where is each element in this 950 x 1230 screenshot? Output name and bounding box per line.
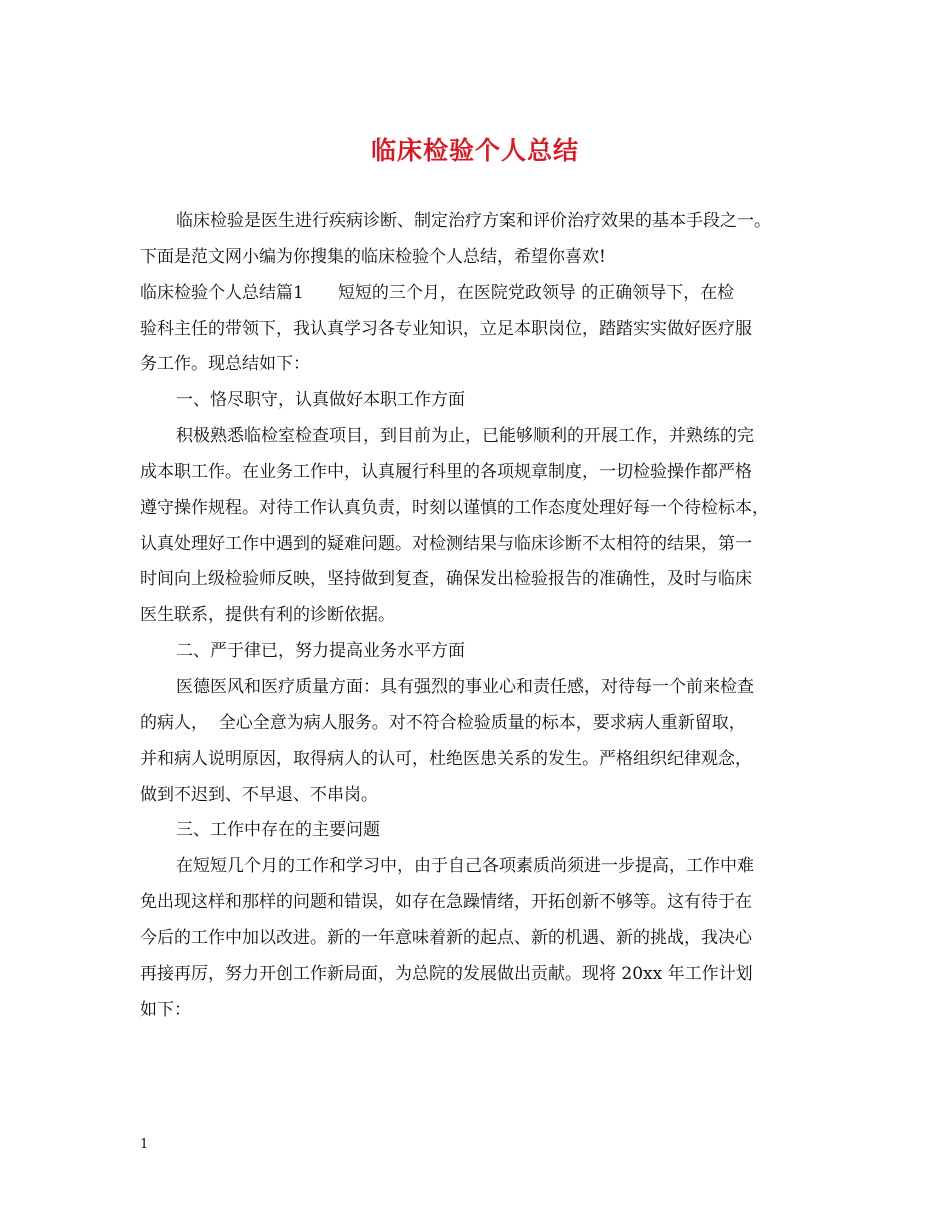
body-line: 认真处理好工作中遇到的疑难问题。对检测结果与临床诊断不太相符的结果，第一: [140, 534, 752, 554]
body-line: 验科主任的带领下，我认真学习各专业知识，立足本职岗位，踏踏实实做好医疗服: [140, 319, 752, 339]
body-line: 务工作。现总结如下：: [140, 354, 310, 374]
body-line: 做到不迟到、不早退、不串岗。: [140, 785, 378, 805]
section-heading: 三、工作中存在的主要问题: [176, 820, 380, 840]
document-title: 临床检验个人总结: [370, 136, 579, 165]
body-line: 医德医风和医疗质量方面：具有强烈的事业心和责任感，对待每一个前来检查: [176, 677, 754, 697]
body-line: 在短短几个月的工作和学习中，由于自己各项素质尚须进一步提高，工作中难: [176, 856, 754, 876]
body-line: 下面是范文网小编为你搜集的临床检验个人总结，希望你喜欢!: [140, 247, 606, 267]
body-line: 积极熟悉临检室检查项目，到目前为止，已能够顺利的开展工作，并熟练的完: [176, 426, 754, 446]
body-line: 的病人， 全心全意为病人服务。对不符合检验质量的标本，要求病人重新留取，: [140, 713, 746, 733]
page-number: 1: [140, 1137, 149, 1152]
body-line: 并和病人说明原因，取得病人的认可，杜绝医患关系的发生。严格组织纪律观念，: [140, 749, 752, 769]
body-line: 时间向上级检验师反映，坚持做到复查，确保发出检验报告的准确性，及时与临床: [140, 569, 752, 589]
body-line: 如下：: [140, 1000, 191, 1020]
body-line: 临床检验个人总结篇1 短短的三个月，在医院党政领导 的正确领导下，在检: [140, 283, 735, 303]
body-line: 今后的工作中加以改进。新的一年意味着新的起点、新的机遇、新的挑战，我决心: [140, 928, 752, 948]
body-line: 成本职工作。在业务工作中，认真履行科里的各项规章制度，一切检验操作都严格: [140, 462, 752, 482]
body-line: 临床检验是医生进行疾病诊断、制定治疗方案和评价治疗效果的基本手段之一。: [176, 211, 771, 231]
body-line: 再接再厉，努力开创工作新局面，为总院的发展做出贡献。现将 20xx 年工作计划: [140, 964, 753, 984]
body-line: 免出现这样和那样的问题和错误，如存在急躁情绪，开拓创新不够等。这有待于在: [140, 892, 752, 912]
section-heading: 二、严于律已，努力提高业务水平方面: [176, 641, 465, 661]
section-heading: 一、恪尽职守，认真做好本职工作方面: [176, 390, 465, 410]
body-line: 遵守操作规程。对待工作认真负责，时刻以谨慎的工作态度处理好每一个待检标本，: [140, 498, 769, 518]
body-line: 医生联系，提供有利的诊断依据。: [140, 605, 395, 625]
